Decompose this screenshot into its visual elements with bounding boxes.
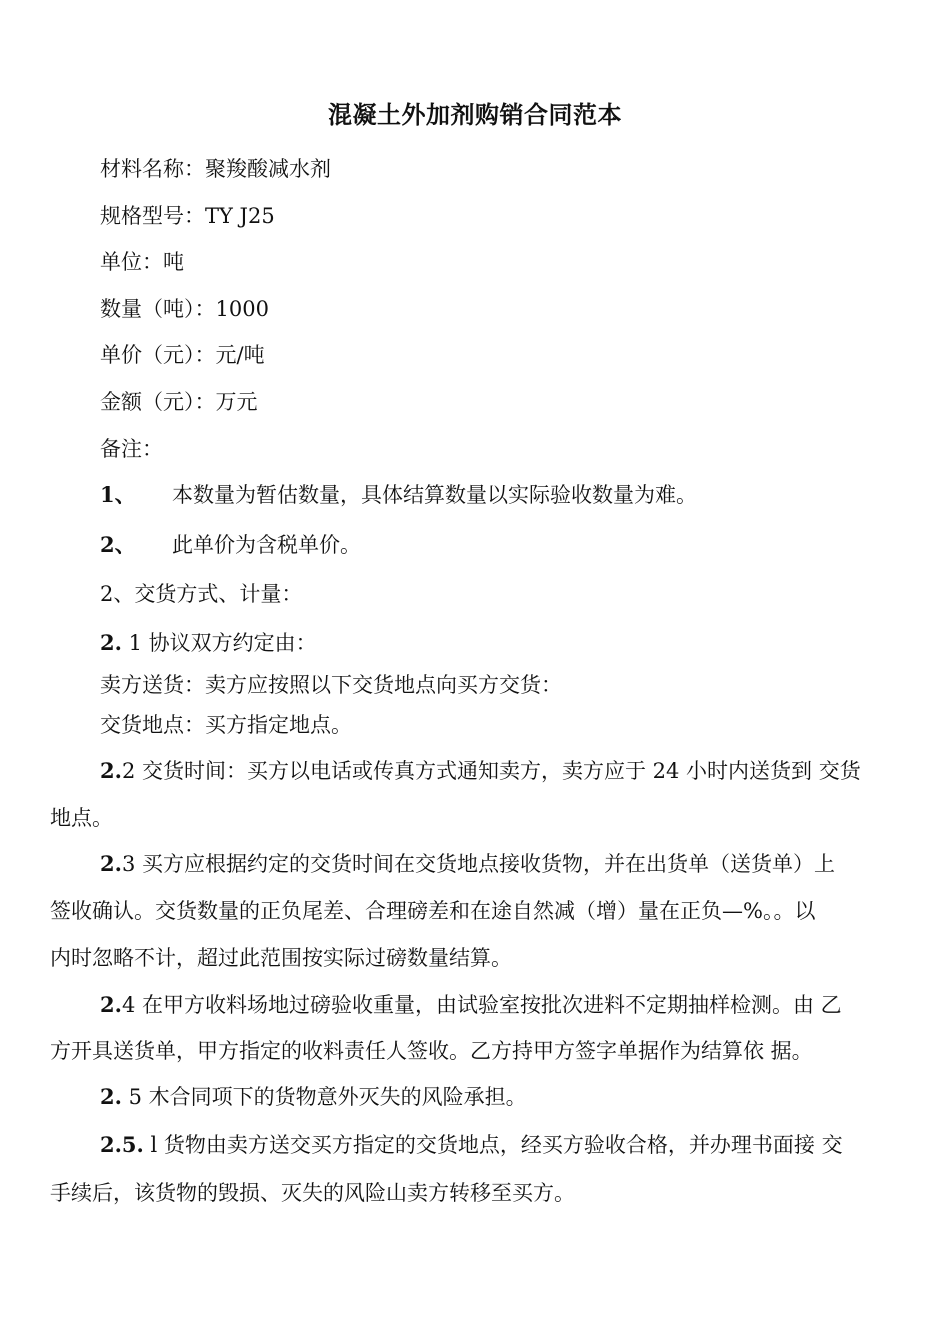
- delivery-place-text: 交货地点：买方指定地点。: [100, 713, 352, 737]
- clause-2-4: [100, 990, 842, 1020]
- clause-number: 2.: [100, 630, 122, 655]
- clause-number: 2.: [100, 851, 122, 876]
- clause-text: 1 协议双方约定由：: [121, 631, 317, 655]
- clause-text: l 货物由卖方送交买方指定的交货地点，经买方验收合格，并办理书面接 交: [143, 1133, 843, 1157]
- note-number: 1、: [100, 482, 136, 507]
- remark-label: 备注：: [100, 437, 163, 461]
- unit-field: 单位：吨: [100, 250, 184, 274]
- clause-text-continuation: 手续后，该货物的毁损、灭失的风险山卖方转移至买方。: [50, 1181, 575, 1205]
- material-name-field: 材料名称：聚羧酸减水剂: [100, 157, 331, 181]
- clause-text: 3 买方应根据约定的交货时间在交货地点接收货物，并在出货单（送货单）上: [121, 852, 835, 876]
- note-item: [100, 530, 361, 560]
- note-text: 此单价为含税单价。: [172, 533, 361, 557]
- clause-2-1: [100, 628, 317, 658]
- clause-text-continuation: 内时忽略不计，超过此范围按实际过磅数量结算。: [50, 946, 512, 970]
- note-text: 本数量为暂估数量，具体结算数量以实际验收数量为难。: [172, 483, 697, 507]
- amount-field: 金额（元）：万元: [100, 390, 258, 414]
- clause-text: 2 交货时间：买方以电话或传真方式通知卖方，卖方应于 24 小时内送货到 交货: [121, 759, 861, 783]
- note-item: [100, 480, 697, 510]
- document-title: 混凝土外加剂购销合同范本: [328, 100, 622, 129]
- clause-number: 2.: [100, 992, 122, 1017]
- clause-2-5-1: [100, 1130, 843, 1160]
- clause-text-continuation: 签收确认。交货数量的正负尾差、合理磅差和在途自然减（增）量在正负—%。。以: [50, 899, 816, 923]
- clause-number: 2.: [100, 758, 122, 783]
- clause-number: 2.: [100, 1084, 122, 1109]
- clause-2-3: [100, 849, 835, 879]
- spec-model-field: 规格型号：TY J25: [100, 204, 275, 228]
- quantity-field: 数量（吨）：1000: [100, 297, 269, 321]
- clause-2-2: [100, 756, 861, 786]
- clause-2-5: [100, 1082, 527, 1112]
- unit-price-field: 单价（元）：元/吨: [100, 343, 265, 367]
- clause-text: 5 木合同项下的货物意外灭失的风险承担。: [121, 1085, 527, 1109]
- clause-text-continuation: 方开具送货单，甲方指定的收料责任人签收。乙方持甲方签字单据作为结算依 据。: [50, 1039, 813, 1063]
- clause-text: 4 在甲方收料场地过磅验收重量，由试验室按批次进料不定期抽样检测。由 乙: [121, 993, 842, 1017]
- clause-number: 2.5.: [100, 1132, 144, 1157]
- seller-delivery-text: 卖方送货：卖方应按照以下交货地点向买方交货：: [100, 673, 562, 697]
- note-number: 2、: [100, 532, 136, 557]
- clause-text-continuation: 地点。: [50, 806, 113, 830]
- section-heading: 2、交货方式、计量：: [100, 582, 303, 606]
